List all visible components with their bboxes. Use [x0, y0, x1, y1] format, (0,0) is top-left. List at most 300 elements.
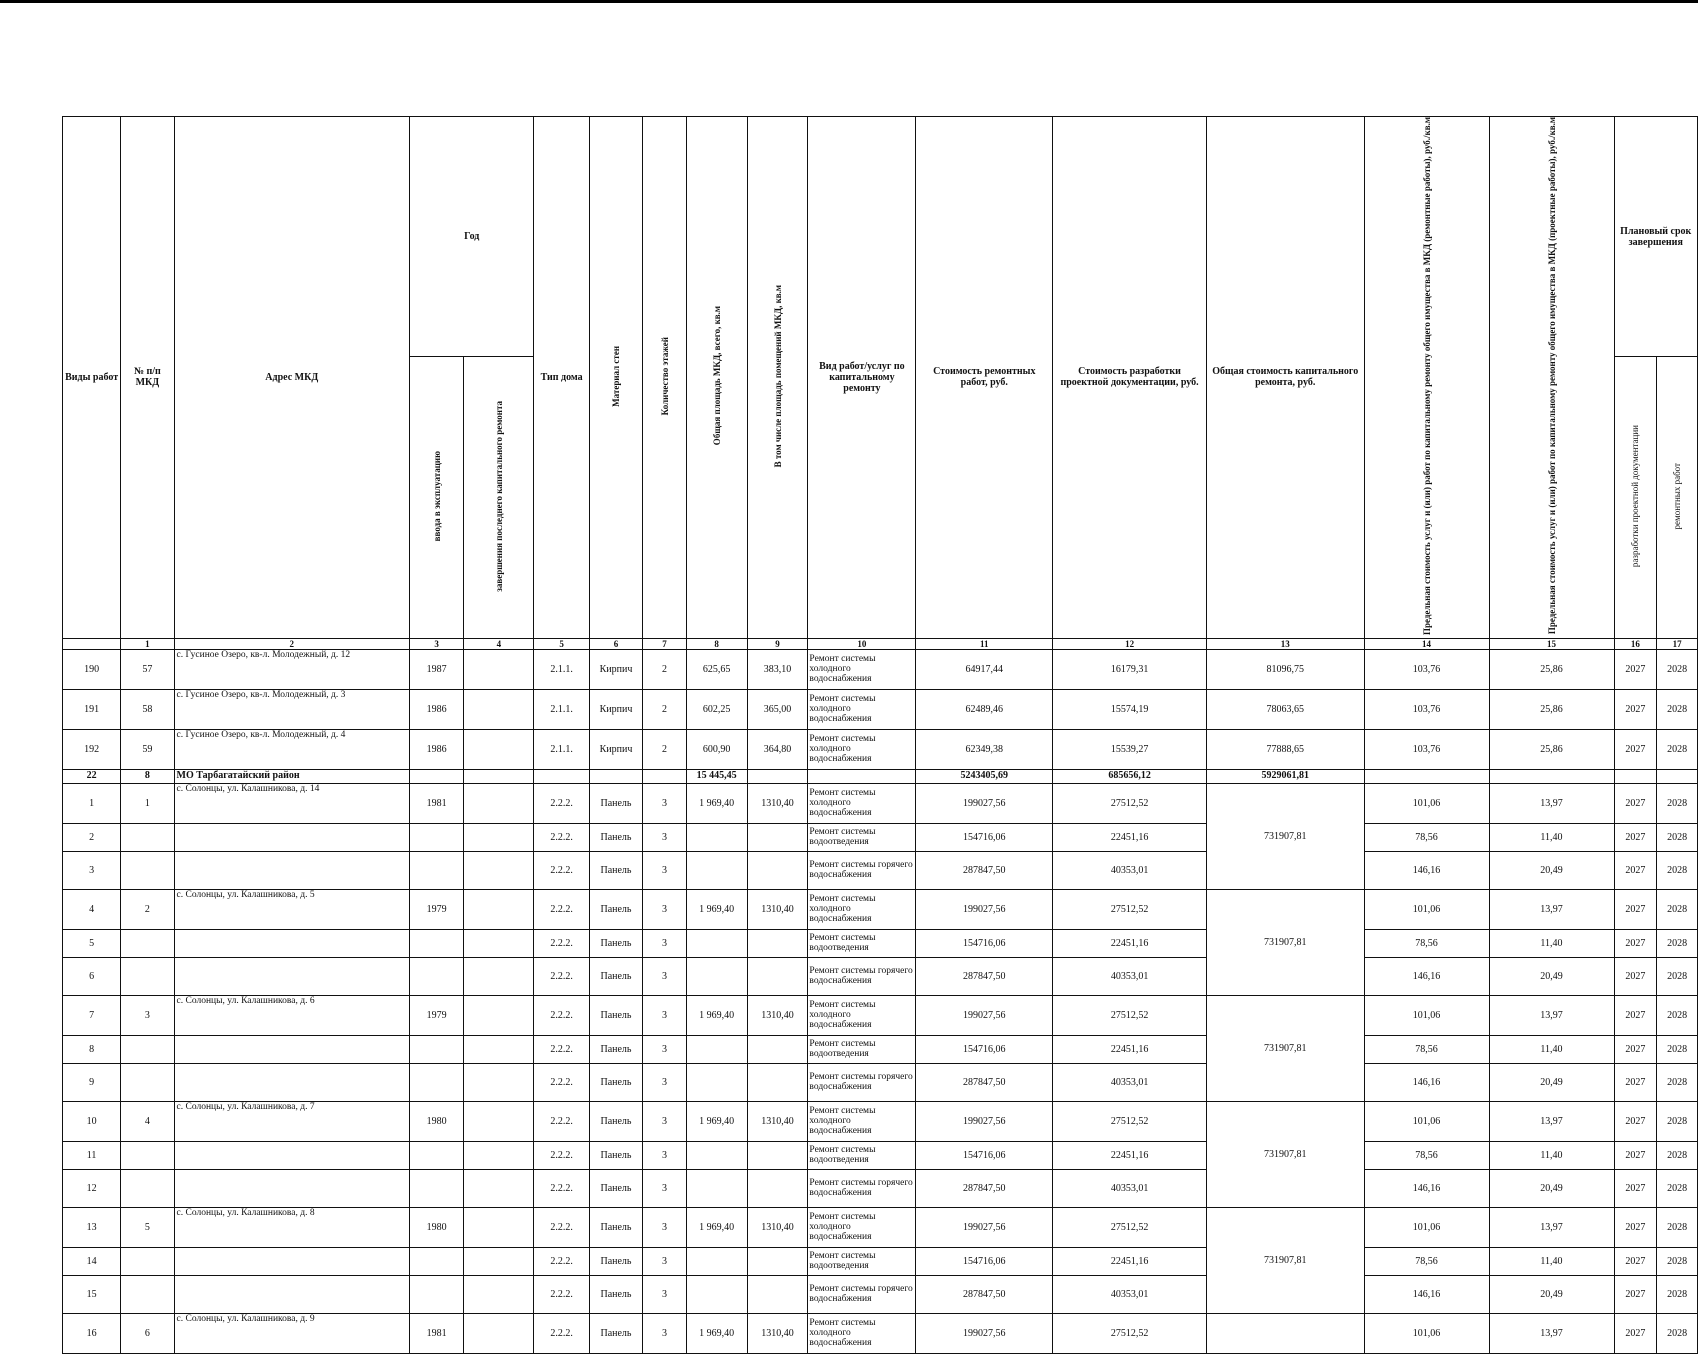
address-cell — [174, 1035, 409, 1063]
year-commission: 1986 — [409, 729, 463, 769]
header-house-type: Тип дома — [534, 117, 589, 639]
limit-repair: 101,06 — [1364, 889, 1489, 929]
year-last-repair — [464, 889, 534, 929]
year-commission — [409, 1275, 463, 1313]
total-area — [686, 1141, 747, 1169]
empty-cell — [464, 769, 534, 783]
address-cell: с. Солонцы, ул. Калашникова, д. 9 — [174, 1313, 409, 1353]
premises-area: 1310,40 — [747, 1313, 808, 1353]
summary-design-cost: 685656,12 — [1053, 769, 1207, 783]
repair-cost: 199027,56 — [916, 1313, 1053, 1353]
house-type: 2.2.2. — [534, 1247, 589, 1275]
empty-cell — [1657, 769, 1698, 783]
header-total-cost: Общая стоимость капитального ремонта, руб. — [1206, 117, 1364, 639]
total-area — [686, 1035, 747, 1063]
mkd-number: 2 — [121, 889, 174, 929]
work-kind: Ремонт системы холодного водоснабжения — [808, 1101, 916, 1141]
total-cost: 81096,75 — [1206, 649, 1364, 689]
house-type: 2.2.2. — [534, 1035, 589, 1063]
work-kind: Ремонт системы холодного водоснабжения — [808, 729, 916, 769]
column-number: 15 — [1489, 638, 1614, 649]
limit-repair: 146,16 — [1364, 1275, 1489, 1313]
repair-cost: 199027,56 — [916, 783, 1053, 823]
limit-design: 20,49 — [1489, 1169, 1614, 1207]
total-area: 1 969,40 — [686, 783, 747, 823]
total-cost: 731907,81 — [1206, 1101, 1364, 1207]
wall-material: Панель — [589, 1035, 643, 1063]
total-cost: 77888,65 — [1206, 729, 1364, 769]
total-area — [686, 929, 747, 957]
term-repair: 2028 — [1657, 783, 1698, 823]
work-kind: Ремонт системы водоотведения — [808, 823, 916, 851]
design-cost: 15574,19 — [1053, 689, 1207, 729]
column-number: 4 — [464, 638, 534, 649]
row-number: 192 — [63, 729, 121, 769]
repair-cost: 154716,06 — [916, 823, 1053, 851]
premises-area — [747, 823, 808, 851]
table-row — [63, 649, 1698, 689]
premises-area: 365,00 — [747, 689, 808, 729]
limit-repair: 78,56 — [1364, 1247, 1489, 1275]
mkd-number — [121, 1247, 174, 1275]
house-type: 2.2.2. — [534, 957, 589, 995]
premises-area: 1310,40 — [747, 783, 808, 823]
limit-design: 11,40 — [1489, 823, 1614, 851]
column-number: 16 — [1614, 638, 1657, 649]
limit-repair: 146,16 — [1364, 1063, 1489, 1101]
term-design: 2027 — [1614, 1141, 1657, 1169]
floors: 2 — [643, 649, 686, 689]
year-commission — [409, 851, 463, 889]
row-number: 14 — [63, 1247, 121, 1275]
term-design: 2027 — [1614, 689, 1657, 729]
header-total-area: Общая площадь МКД, всего, кв.м — [686, 117, 747, 639]
summary-district-name: МО Тарбагатайский район — [174, 769, 409, 783]
address-cell — [174, 1247, 409, 1275]
house-type: 2.2.2. — [534, 889, 589, 929]
header-year-commission: ввода в эксплуатацию — [409, 357, 463, 639]
term-repair: 2028 — [1657, 957, 1698, 995]
column-number: 7 — [643, 638, 686, 649]
repair-cost: 287847,50 — [916, 1063, 1053, 1101]
limit-repair: 103,76 — [1364, 689, 1489, 729]
mkd-number — [121, 1035, 174, 1063]
total-cost: 731907,81 — [1206, 995, 1364, 1101]
row-number: 8 — [63, 1035, 121, 1063]
design-cost: 16179,31 — [1053, 649, 1207, 689]
total-area: 1 969,40 — [686, 995, 747, 1035]
term-repair: 2028 — [1657, 1313, 1698, 1353]
table-row — [63, 1035, 1698, 1063]
term-design: 2027 — [1614, 1169, 1657, 1207]
design-cost: 27512,52 — [1053, 995, 1207, 1035]
term-design: 2027 — [1614, 729, 1657, 769]
premises-area — [747, 1035, 808, 1063]
year-commission — [409, 1169, 463, 1207]
design-cost: 40353,01 — [1053, 1063, 1207, 1101]
total-cost: 731907,81 — [1206, 889, 1364, 995]
total-area: 625,65 — [686, 649, 747, 689]
term-repair: 2028 — [1657, 689, 1698, 729]
year-commission — [409, 957, 463, 995]
house-type: 2.2.2. — [534, 1207, 589, 1247]
total-area — [686, 823, 747, 851]
column-number: 8 — [686, 638, 747, 649]
design-cost: 15539,27 — [1053, 729, 1207, 769]
term-repair: 2028 — [1657, 1207, 1698, 1247]
header-repair-cost: Стоимость ремонтных работ, руб. — [916, 117, 1053, 639]
repair-cost: 199027,56 — [916, 1207, 1053, 1247]
header-work-kind: Вид работ/услуг по капитальному ремонту — [808, 117, 916, 639]
term-repair: 2028 — [1657, 1247, 1698, 1275]
design-cost: 27512,52 — [1053, 1101, 1207, 1141]
limit-repair: 101,06 — [1364, 1101, 1489, 1141]
wall-material: Панель — [589, 929, 643, 957]
limit-design: 25,86 — [1489, 729, 1614, 769]
total-area: 600,90 — [686, 729, 747, 769]
header-limit-repair: Предельная стоимость услуг и (или) работ по капитальному ремонту общего имущества в МКД (ремонтные работы), руб./кв.м — [1364, 117, 1489, 639]
repair-cost: 154716,06 — [916, 929, 1053, 957]
design-cost: 27512,52 — [1053, 1207, 1207, 1247]
year-commission: 1980 — [409, 1207, 463, 1247]
address-cell: с. Гусиное Озеро, кв-л. Молодежный, д. 3 — [174, 689, 409, 729]
year-last-repair — [464, 1141, 534, 1169]
table-row — [63, 1141, 1698, 1169]
house-type: 2.2.2. — [534, 1169, 589, 1207]
repair-cost: 199027,56 — [916, 889, 1053, 929]
year-commission — [409, 1141, 463, 1169]
work-kind: Ремонт системы холодного водоснабжения — [808, 783, 916, 823]
wall-material: Панель — [589, 1313, 643, 1353]
row-number: 191 — [63, 689, 121, 729]
house-type: 2.2.2. — [534, 1101, 589, 1141]
floors: 3 — [643, 1275, 686, 1313]
repair-cost: 287847,50 — [916, 957, 1053, 995]
wall-material: Панель — [589, 783, 643, 823]
limit-design: 20,49 — [1489, 851, 1614, 889]
wall-material: Панель — [589, 889, 643, 929]
table-row — [63, 783, 1698, 823]
column-number: 17 — [1657, 638, 1698, 649]
limit-repair: 101,06 — [1364, 1207, 1489, 1247]
total-area: 602,25 — [686, 689, 747, 729]
repair-cost: 154716,06 — [916, 1247, 1053, 1275]
year-last-repair — [464, 995, 534, 1035]
address-cell — [174, 1063, 409, 1101]
term-repair: 2028 — [1657, 995, 1698, 1035]
empty-cell — [409, 769, 463, 783]
premises-area — [747, 1275, 808, 1313]
repair-cost: 62349,38 — [916, 729, 1053, 769]
row-number: 13 — [63, 1207, 121, 1247]
floors: 3 — [643, 1313, 686, 1353]
term-repair: 2028 — [1657, 1101, 1698, 1141]
design-cost: 40353,01 — [1053, 851, 1207, 889]
capital-repair-table — [62, 116, 1698, 1354]
mkd-number — [121, 929, 174, 957]
limit-repair: 101,06 — [1364, 995, 1489, 1035]
limit-design: 20,49 — [1489, 1063, 1614, 1101]
total-area — [686, 1275, 747, 1313]
term-repair: 2028 — [1657, 823, 1698, 851]
design-cost: 27512,52 — [1053, 1313, 1207, 1353]
year-last-repair — [464, 957, 534, 995]
mkd-number — [121, 1169, 174, 1207]
limit-repair: 78,56 — [1364, 929, 1489, 957]
design-cost: 27512,52 — [1053, 783, 1207, 823]
limit-design: 13,97 — [1489, 1313, 1614, 1353]
row-number: 4 — [63, 889, 121, 929]
floors: 3 — [643, 995, 686, 1035]
repair-cost: 287847,50 — [916, 1275, 1053, 1313]
year-commission: 1986 — [409, 689, 463, 729]
design-cost: 27512,52 — [1053, 889, 1207, 929]
premises-area: 1310,40 — [747, 889, 808, 929]
work-kind: Ремонт системы водоотведения — [808, 1035, 916, 1063]
repair-cost: 287847,50 — [916, 851, 1053, 889]
premises-area: 1310,40 — [747, 1101, 808, 1141]
empty-cell — [747, 769, 808, 783]
repair-cost: 287847,50 — [916, 1169, 1053, 1207]
total-cost: 731907,81 — [1206, 1207, 1364, 1313]
term-design: 2027 — [1614, 1035, 1657, 1063]
work-kind: Ремонт системы холодного водоснабжения — [808, 649, 916, 689]
column-number: 10 — [808, 638, 916, 649]
term-design: 2027 — [1614, 1207, 1657, 1247]
premises-area: 383,10 — [747, 649, 808, 689]
empty-cell — [643, 769, 686, 783]
header-year-last-repair: завершения последнего капитального ремонта — [464, 357, 534, 639]
design-cost: 22451,16 — [1053, 1035, 1207, 1063]
work-kind: Ремонт системы холодного водоснабжения — [808, 689, 916, 729]
table-row — [63, 889, 1698, 929]
wall-material: Панель — [589, 1247, 643, 1275]
address-cell — [174, 1169, 409, 1207]
term-repair: 2028 — [1657, 1275, 1698, 1313]
premises-area — [747, 957, 808, 995]
work-kind: Ремонт системы водоотведения — [808, 929, 916, 957]
mkd-number: 59 — [121, 729, 174, 769]
floors: 3 — [643, 929, 686, 957]
summary-repair-cost: 5243405,69 — [916, 769, 1053, 783]
year-last-repair — [464, 851, 534, 889]
floors: 3 — [643, 1247, 686, 1275]
row-number: 12 — [63, 1169, 121, 1207]
house-type: 2.2.2. — [534, 1141, 589, 1169]
premises-area — [747, 1141, 808, 1169]
total-area — [686, 1063, 747, 1101]
header-wall-material: Материал стен — [589, 117, 643, 639]
header-premises-area: В том числе площадь помещений МКД, кв.м — [747, 117, 808, 639]
term-repair: 2028 — [1657, 929, 1698, 957]
empty-cell — [1614, 769, 1657, 783]
design-cost: 22451,16 — [1053, 929, 1207, 957]
repair-cost: 199027,56 — [916, 995, 1053, 1035]
term-design: 2027 — [1614, 1247, 1657, 1275]
address-cell: с. Солонцы, ул. Калашникова, д. 14 — [174, 783, 409, 823]
year-last-repair — [464, 1275, 534, 1313]
floors: 3 — [643, 1101, 686, 1141]
total-area — [686, 851, 747, 889]
address-cell: с. Солонцы, ул. Калашникова, д. 7 — [174, 1101, 409, 1141]
table-row — [63, 1063, 1698, 1101]
table-row — [63, 851, 1698, 889]
year-commission: 1979 — [409, 995, 463, 1035]
empty-cell — [534, 769, 589, 783]
header-planned-term: Плановый срок завершения — [1614, 117, 1698, 357]
floors: 3 — [643, 1141, 686, 1169]
table-row — [63, 1169, 1698, 1207]
header-limit-design: Предельная стоимость услуг и (или) работ по капитальному ремонту общего имущества в МКД (проектные работы), руб./кв.м — [1489, 117, 1614, 639]
term-repair: 2028 — [1657, 889, 1698, 929]
total-area: 1 969,40 — [686, 1313, 747, 1353]
term-repair: 2028 — [1657, 729, 1698, 769]
design-cost: 40353,01 — [1053, 1169, 1207, 1207]
mkd-number — [121, 1063, 174, 1101]
limit-design: 20,49 — [1489, 957, 1614, 995]
total-area — [686, 957, 747, 995]
summary-row-number: 22 — [63, 769, 121, 783]
design-cost: 22451,16 — [1053, 1247, 1207, 1275]
term-design: 2027 — [1614, 1313, 1657, 1353]
work-kind: Ремонт системы холодного водоснабжения — [808, 1207, 916, 1247]
design-cost: 40353,01 — [1053, 1275, 1207, 1313]
mkd-number: 58 — [121, 689, 174, 729]
term-design: 2027 — [1614, 851, 1657, 889]
limit-design: 11,40 — [1489, 1035, 1614, 1063]
design-cost: 22451,16 — [1053, 823, 1207, 851]
header-year: Год — [409, 117, 534, 357]
year-last-repair — [464, 1035, 534, 1063]
wall-material: Панель — [589, 1141, 643, 1169]
table-row — [63, 1207, 1698, 1247]
year-last-repair — [464, 1247, 534, 1275]
year-last-repair — [464, 689, 534, 729]
row-number: 10 — [63, 1101, 121, 1141]
term-design: 2027 — [1614, 1101, 1657, 1141]
limit-repair: 146,16 — [1364, 851, 1489, 889]
row-number: 190 — [63, 649, 121, 689]
term-repair: 2028 — [1657, 1169, 1698, 1207]
year-last-repair — [464, 649, 534, 689]
mkd-number: 5 — [121, 1207, 174, 1247]
house-type: 2.2.2. — [534, 783, 589, 823]
column-number: 12 — [1053, 638, 1207, 649]
column-number: 3 — [409, 638, 463, 649]
mkd-number — [121, 1141, 174, 1169]
floors: 3 — [643, 1035, 686, 1063]
column-number: 11 — [916, 638, 1053, 649]
total-area: 1 969,40 — [686, 1207, 747, 1247]
year-commission: 1987 — [409, 649, 463, 689]
wall-material: Кирпич — [589, 729, 643, 769]
header-mkd-number: № п/п МКД — [121, 117, 174, 639]
wall-material: Панель — [589, 1063, 643, 1101]
limit-repair: 78,56 — [1364, 1141, 1489, 1169]
work-kind: Ремонт системы холодного водоснабжения — [808, 889, 916, 929]
year-commission — [409, 1247, 463, 1275]
address-cell — [174, 851, 409, 889]
header-design-cost: Стоимость разработки проектной документации, руб. — [1053, 117, 1207, 639]
mkd-number: 57 — [121, 649, 174, 689]
year-last-repair — [464, 1207, 534, 1247]
year-last-repair — [464, 729, 534, 769]
total-cost: 731907,81 — [1206, 783, 1364, 889]
total-area — [686, 1169, 747, 1207]
term-design: 2027 — [1614, 929, 1657, 957]
header-address: Адрес МКД — [174, 117, 409, 639]
mkd-number — [121, 957, 174, 995]
premises-area — [747, 851, 808, 889]
term-repair: 2028 — [1657, 1141, 1698, 1169]
header-term-repair: ремонтных работ — [1657, 357, 1698, 639]
year-commission — [409, 823, 463, 851]
year-commission — [409, 1035, 463, 1063]
row-number: 2 — [63, 823, 121, 851]
floors: 3 — [643, 889, 686, 929]
column-number: 1 — [121, 638, 174, 649]
house-type: 2.2.2. — [534, 1313, 589, 1353]
work-kind: Ремонт системы горячего водоснабжения — [808, 851, 916, 889]
column-number: 2 — [174, 638, 409, 649]
year-commission: 1981 — [409, 783, 463, 823]
address-cell — [174, 929, 409, 957]
wall-material: Панель — [589, 1207, 643, 1247]
total-cost: 78063,65 — [1206, 689, 1364, 729]
work-kind: Ремонт системы горячего водоснабжения — [808, 1275, 916, 1313]
limit-repair: 146,16 — [1364, 1169, 1489, 1207]
limit-repair: 101,06 — [1364, 1313, 1489, 1353]
top-border-line — [0, 0, 1698, 3]
wall-material: Панель — [589, 851, 643, 889]
address-cell: с. Солонцы, ул. Калашникова, д. 6 — [174, 995, 409, 1035]
address-cell — [174, 1141, 409, 1169]
table-row — [63, 929, 1698, 957]
mkd-number: 6 — [121, 1313, 174, 1353]
wall-material: Панель — [589, 995, 643, 1035]
summary-total-cost: 5929061,81 — [1206, 769, 1364, 783]
table-row — [63, 1247, 1698, 1275]
address-cell — [174, 823, 409, 851]
row-number: 11 — [63, 1141, 121, 1169]
limit-design: 20,49 — [1489, 1275, 1614, 1313]
column-number: 5 — [534, 638, 589, 649]
row-number: 7 — [63, 995, 121, 1035]
header-term-design: разработки проектной документации — [1614, 357, 1657, 639]
term-design: 2027 — [1614, 649, 1657, 689]
summary-total-area: 15 445,45 — [686, 769, 747, 783]
term-design: 2027 — [1614, 1275, 1657, 1313]
term-design: 2027 — [1614, 823, 1657, 851]
floors: 3 — [643, 957, 686, 995]
limit-repair: 78,56 — [1364, 1035, 1489, 1063]
term-design: 2027 — [1614, 889, 1657, 929]
address-cell: с. Гусиное Озеро, кв-л. Молодежный, д. 12 — [174, 649, 409, 689]
repair-cost: 62489,46 — [916, 689, 1053, 729]
table-row — [63, 995, 1698, 1035]
limit-design: 11,40 — [1489, 929, 1614, 957]
term-repair: 2028 — [1657, 1035, 1698, 1063]
year-last-repair — [464, 1101, 534, 1141]
row-number: 5 — [63, 929, 121, 957]
year-last-repair — [464, 783, 534, 823]
repair-cost: 154716,06 — [916, 1141, 1053, 1169]
repair-cost: 154716,06 — [916, 1035, 1053, 1063]
house-type: 2.2.2. — [534, 995, 589, 1035]
term-design: 2027 — [1614, 957, 1657, 995]
wall-material: Панель — [589, 1275, 643, 1313]
mkd-number: 4 — [121, 1101, 174, 1141]
